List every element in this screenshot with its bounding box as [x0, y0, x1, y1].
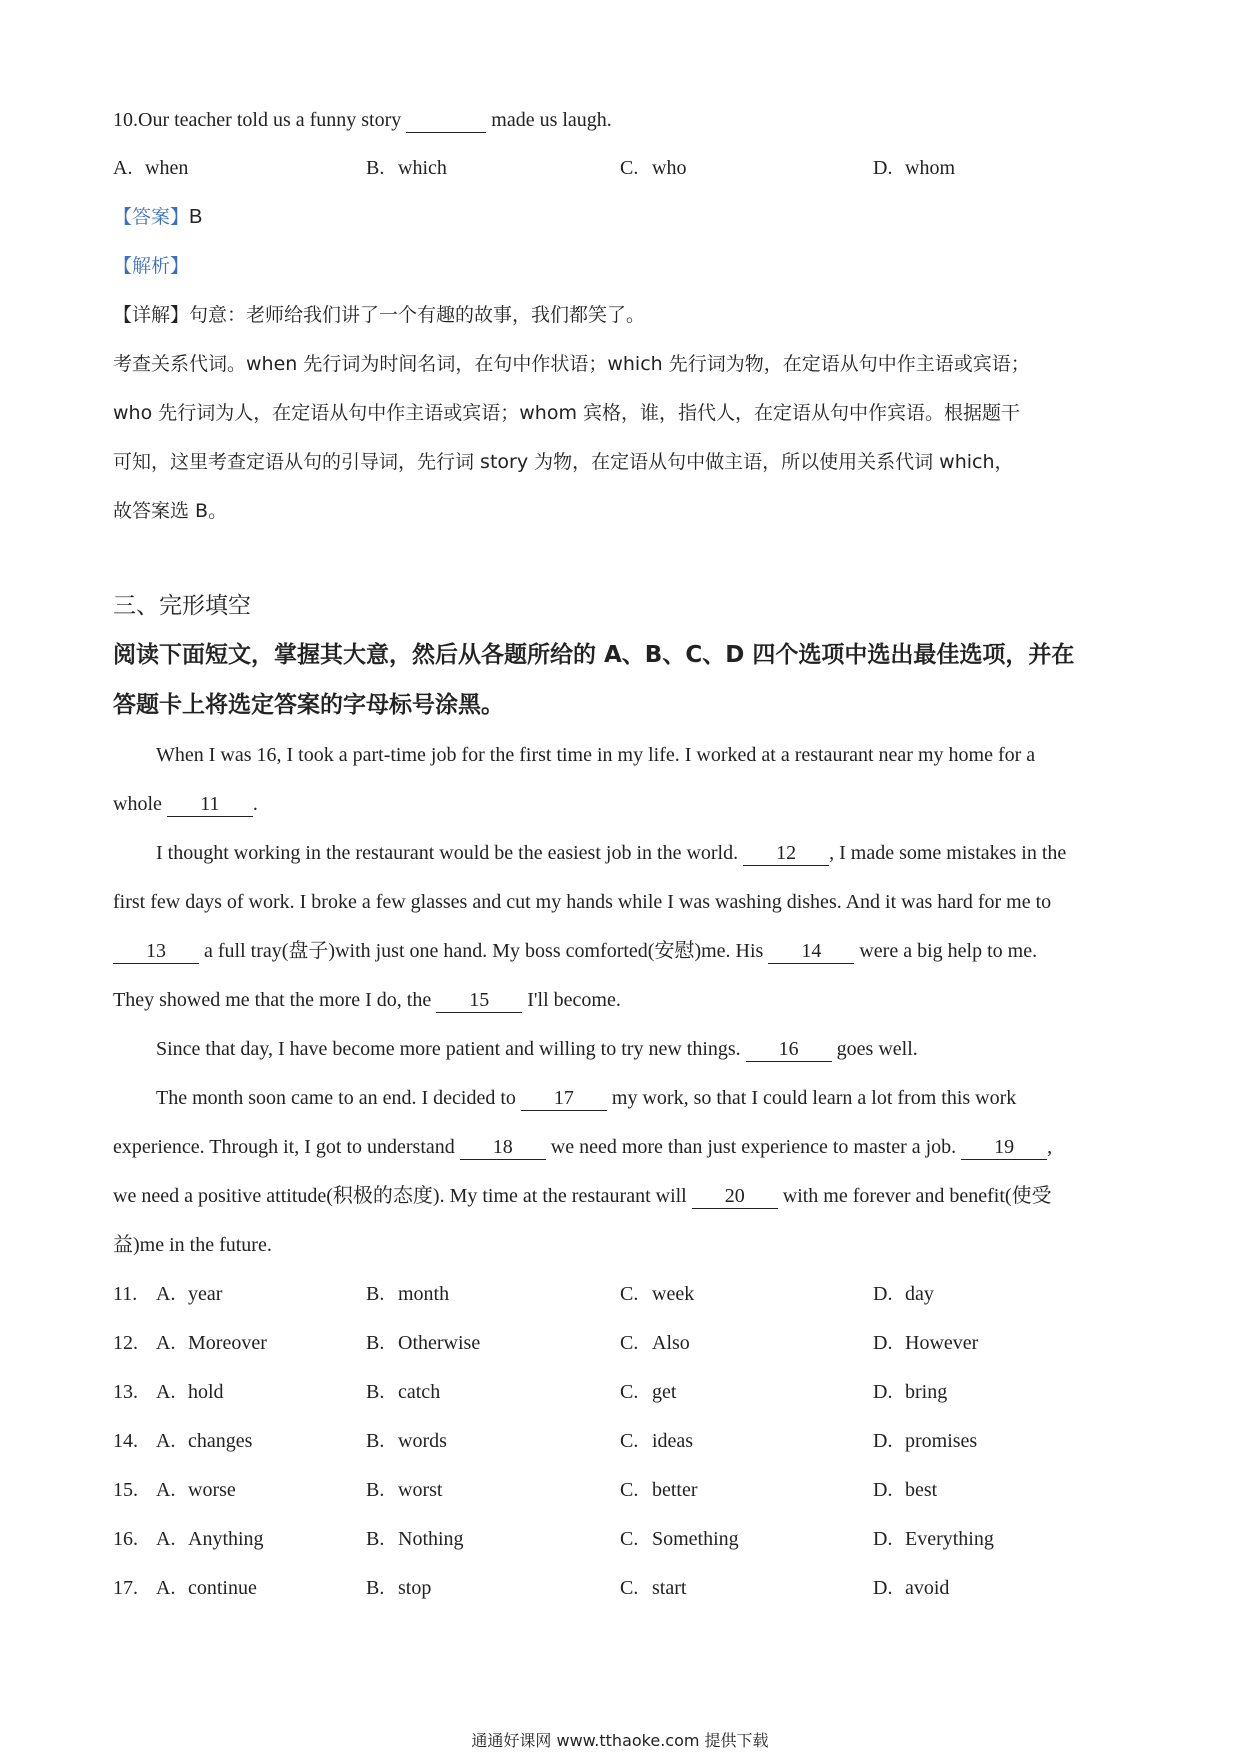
question-10-stem: 10.Our teacher told us a funny story made us laugh.	[113, 109, 612, 131]
detail-line-4: 可知，这里考查定语从句的引导词，先行词 story 为物，在定语从句中做主语，所以使用关系代词 which，	[113, 451, 1014, 473]
blank-12: 12	[743, 841, 829, 866]
detail-line-3: who 先行词为人，在定语从句中作主语或宾语；whom 宾格，谁，指代人，在定语从句中作宾语。根据题干	[113, 402, 1021, 424]
option-b: B. month	[366, 1283, 450, 1305]
option-a: A. Moreover	[156, 1332, 267, 1354]
passage-line-8: The month soon came to an end. I decided to 17 my work, so that I could learn a lot from this work	[156, 1087, 1017, 1109]
option-d: D. promises	[873, 1430, 978, 1452]
passage-line-1: When I was 16, I took a part-time job for the first time in my life. I worked at a restaurant near my home for a	[156, 744, 1036, 766]
option-a: A. continue	[156, 1577, 257, 1599]
blank-15: 15	[436, 988, 522, 1013]
blank-18: 18	[460, 1135, 546, 1160]
option-b: B. words	[366, 1430, 447, 1452]
question-number: 13.	[113, 1381, 138, 1403]
question-11-options	[113, 1280, 1133, 1308]
blank-10	[406, 108, 486, 133]
option-c: C. start	[620, 1577, 687, 1599]
blank-14: 14	[768, 939, 854, 964]
option-c: C. who	[620, 157, 687, 179]
question-number: 16.	[113, 1528, 138, 1550]
passage-line-11: 益)me in the future.	[113, 1234, 272, 1256]
blank-16: 16	[746, 1037, 832, 1062]
option-a: A. changes	[156, 1430, 253, 1452]
question-number: 14.	[113, 1430, 138, 1452]
option-a: A. worse	[156, 1479, 236, 1501]
option-b: B. which	[366, 157, 447, 179]
passage-line-7: Since that day, I have become more patient and willing to try new things. 16 goes well.	[156, 1038, 918, 1060]
option-c: C. Something	[620, 1528, 739, 1550]
option-d: D. avoid	[873, 1577, 950, 1599]
option-b: B. stop	[366, 1577, 432, 1599]
option-b: B. Otherwise	[366, 1332, 481, 1354]
option-d: D. Everything	[873, 1528, 994, 1550]
analysis-line	[113, 252, 189, 280]
question-12-options	[113, 1329, 1133, 1357]
detail-line-2: 考查关系代词。when 先行词为时间名词，在句中作状语；which 先行词为物，在定语从句中作主语或宾语；	[113, 353, 1030, 375]
option-a: A. when	[113, 157, 189, 179]
option-b: B. Nothing	[366, 1528, 464, 1550]
option-c: C. ideas	[620, 1430, 694, 1452]
question-17-options	[113, 1574, 1133, 1602]
passage-line-2: whole 11 .	[113, 793, 258, 815]
blank-19: 19	[961, 1135, 1047, 1160]
analysis-tag: 【解析】	[113, 255, 190, 277]
passage-line-4: first few days of work. I broke a few glasses and cut my hands while I was washing dishes. And it was hard for me to	[113, 891, 1052, 913]
blank-20: 20	[692, 1184, 778, 1209]
question-16-options	[113, 1525, 1133, 1553]
instruction-line-2: 答题卡上将选定答案的字母标号涂黑。	[113, 692, 504, 718]
question-13-options	[113, 1378, 1133, 1406]
section-title: 三、完形填空	[113, 593, 251, 619]
option-c: C. get	[620, 1381, 677, 1403]
question-number: 15.	[113, 1479, 138, 1501]
option-c: C. Also	[620, 1332, 690, 1354]
question-14-options	[113, 1427, 1133, 1455]
option-a: A. Anything	[156, 1528, 264, 1550]
passage-line-10: we need a positive attitude(积极的态度). My time at the restaurant will 20 with me forever and benefit(使受	[113, 1185, 1052, 1207]
option-d: D. However	[873, 1332, 979, 1354]
option-a: A. year	[156, 1283, 223, 1305]
option-a: A. hold	[156, 1381, 224, 1403]
passage-line-6: They showed me that the more I do, the 15 I'll become.	[113, 989, 621, 1011]
page-footer: 通通好课网 www.tthaoke.com 提供下载	[471, 1731, 769, 1750]
answer-line	[113, 203, 202, 231]
option-b: B. worst	[366, 1479, 443, 1501]
question-number: 11.	[113, 1283, 138, 1305]
option-d: D. bring	[873, 1381, 948, 1403]
blank-17: 17	[521, 1086, 607, 1111]
option-b: B. catch	[366, 1381, 441, 1403]
blank-11: 11	[167, 792, 253, 817]
detail-tag: 【详解】	[113, 304, 190, 326]
option-c: C. week	[620, 1283, 695, 1305]
instruction-line-1: 阅读下面短文，掌握其大意，然后从各题所给的 A、B、C、D 四个选项中选出最佳选项，并在	[113, 642, 1075, 668]
option-d: D. best	[873, 1479, 938, 1501]
question-number: 12.	[113, 1332, 138, 1354]
question-10-options	[113, 154, 1133, 182]
detail-line-5: 故答案选 B。	[113, 500, 228, 522]
answer-value: B	[189, 206, 203, 228]
passage-line-9: experience. Through it, I got to understand 18 we need more than just experience to master a job. 19 ,	[113, 1136, 1053, 1158]
passage-line-5: 13 a full tray(盘子)with just one hand. My boss comforted(安慰)me. His 14 were a big help to me.	[113, 937, 1037, 965]
question-15-options	[113, 1476, 1133, 1504]
answer-tag: 【答案】	[113, 206, 190, 228]
option-c: C. better	[620, 1479, 698, 1501]
option-d: D. day	[873, 1283, 934, 1305]
blank-13: 13	[113, 939, 199, 964]
detail-line-1: 【详解】句意：老师给我们讲了一个有趣的故事，我们都笑了。	[113, 304, 646, 326]
passage-line-3: I thought working in the restaurant would be the easiest job in the world. 12 , I made some mistakes in the	[156, 842, 1067, 864]
question-number: 17.	[113, 1577, 138, 1599]
option-d: D. whom	[873, 157, 955, 179]
